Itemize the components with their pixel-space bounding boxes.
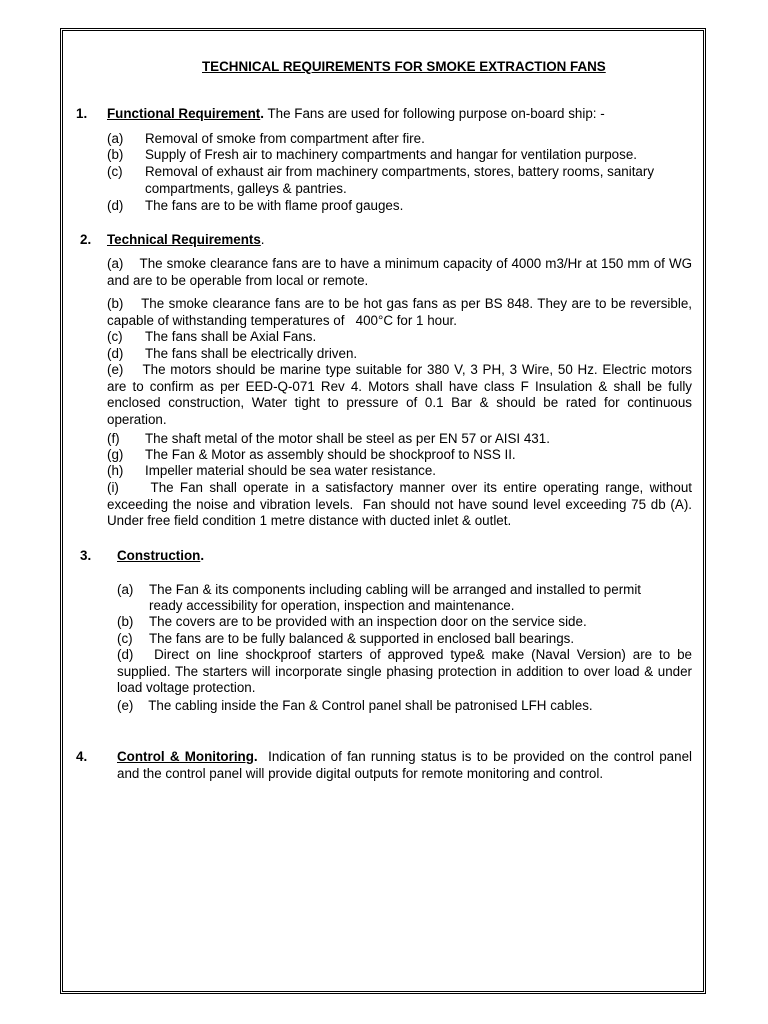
section-4-number: 4. — [76, 749, 88, 764]
paragraph-2b: (b) The smoke clearance fans are to be hot gas fans as per BS 848. They are to be reversible, capable of withstanding temperatures of 400°C for 1 hour. — [107, 296, 692, 328]
list-item-1c-cont: compartments, galleys & pantries. — [145, 181, 347, 196]
section-2-heading-line: Technical Requirements. — [107, 232, 265, 247]
list-item-2g: (g) The Fan & Motor as assembly should be shockproof to NSS II. — [107, 447, 516, 462]
paragraph-2i: (i) The Fan shall operate in a satisfactory manner over its entire operating range, without exceeding the noise and vibration levels. Fan should not have sound level exceeding 75 db (A). Under free field condition 1 metre distance with ducted inlet & outlet. — [107, 480, 692, 529]
list-item-3c: (c) The fans are to be fully balanced & supported in enclosed ball bearings. — [117, 631, 575, 646]
section-1-heading: Functional Requirement — [107, 106, 261, 121]
section-2-number: 2. — [80, 232, 92, 247]
section-4-heading: Control & Monitoring — [117, 749, 254, 764]
list-item-2h: (h) Impeller material should be sea water resistance. — [107, 463, 437, 478]
paragraph-2e: (e) The motors should be marine type suitable for 380 V, 3 PH, 3 Wire, 50 Hz. Electric motors are to confirm as per EED-Q-071 Rev 4. Motors shall have class F Insulation & shall be fully enclosed construction, Water tight to pressure of 0.1 Bar & should be rated for continuous operation. — [107, 362, 692, 427]
paragraph-3e: (e) The cabling inside the Fan & Control panel shall be patronised LFH cables. — [117, 698, 593, 713]
list-item-1c: (c) Removal of exhaust air from machinery compartments, stores, battery rooms, sanitary — [107, 164, 655, 179]
section-1-number: 1. — [76, 106, 88, 121]
list-item-2d: (d) The fans shall be electrically driven. — [107, 346, 358, 361]
list-item-1d: (d) The fans are to be with flame proof gauges. — [107, 198, 404, 213]
section-3-number: 3. — [80, 548, 92, 563]
list-item-2f: (f) The shaft metal of the motor shall be steel as per EN 57 or AISI 431. — [107, 431, 550, 446]
list-item-3b: (b) The covers are to be provided with an inspection door on the service side. — [117, 614, 587, 629]
section-3-heading-line: Construction. — [117, 548, 205, 563]
section-2-heading: Technical Requirements — [107, 232, 261, 247]
list-item-1b: (b) Supply of Fresh air to machinery compartments and hangar for ventilation purpose. — [107, 147, 637, 162]
list-item-2c: (c) The fans shall be Axial Fans. — [107, 329, 317, 344]
paragraph-2a: (a) The smoke clearance fans are to have a minimum capacity of 4000 m3/Hr at 150 mm of WG and are to be operable from local or remote. — [107, 256, 692, 288]
section-1-intro: Functional Requirement. The Fans are used for following purpose on-board ship: - — [107, 106, 605, 121]
paragraph-4: Control & Monitoring. Indication of fan running status is to be provided on the control panel and the control panel will provide digital outputs for remote monitoring and control. — [117, 749, 692, 781]
section-3-heading: Construction — [117, 548, 201, 563]
list-item-3a-cont: ready accessibility for operation, inspection and maintenance. — [149, 598, 515, 613]
document-title: TECHNICAL REQUIREMENTS FOR SMOKE EXTRACTION FANS — [202, 59, 606, 74]
paragraph-3d: (d) Direct on line shockproof starters of approved type& make (Naval Version) are to be supplied. The starters will incorporate single phasing protection in addition to over load & under load voltage protection. — [117, 647, 692, 696]
list-item-1a: (a) Removal of smoke from compartment after fire. — [107, 131, 425, 146]
list-item-3a: (a) The Fan & its components including cabling will be arranged and installed to permit — [117, 582, 642, 597]
